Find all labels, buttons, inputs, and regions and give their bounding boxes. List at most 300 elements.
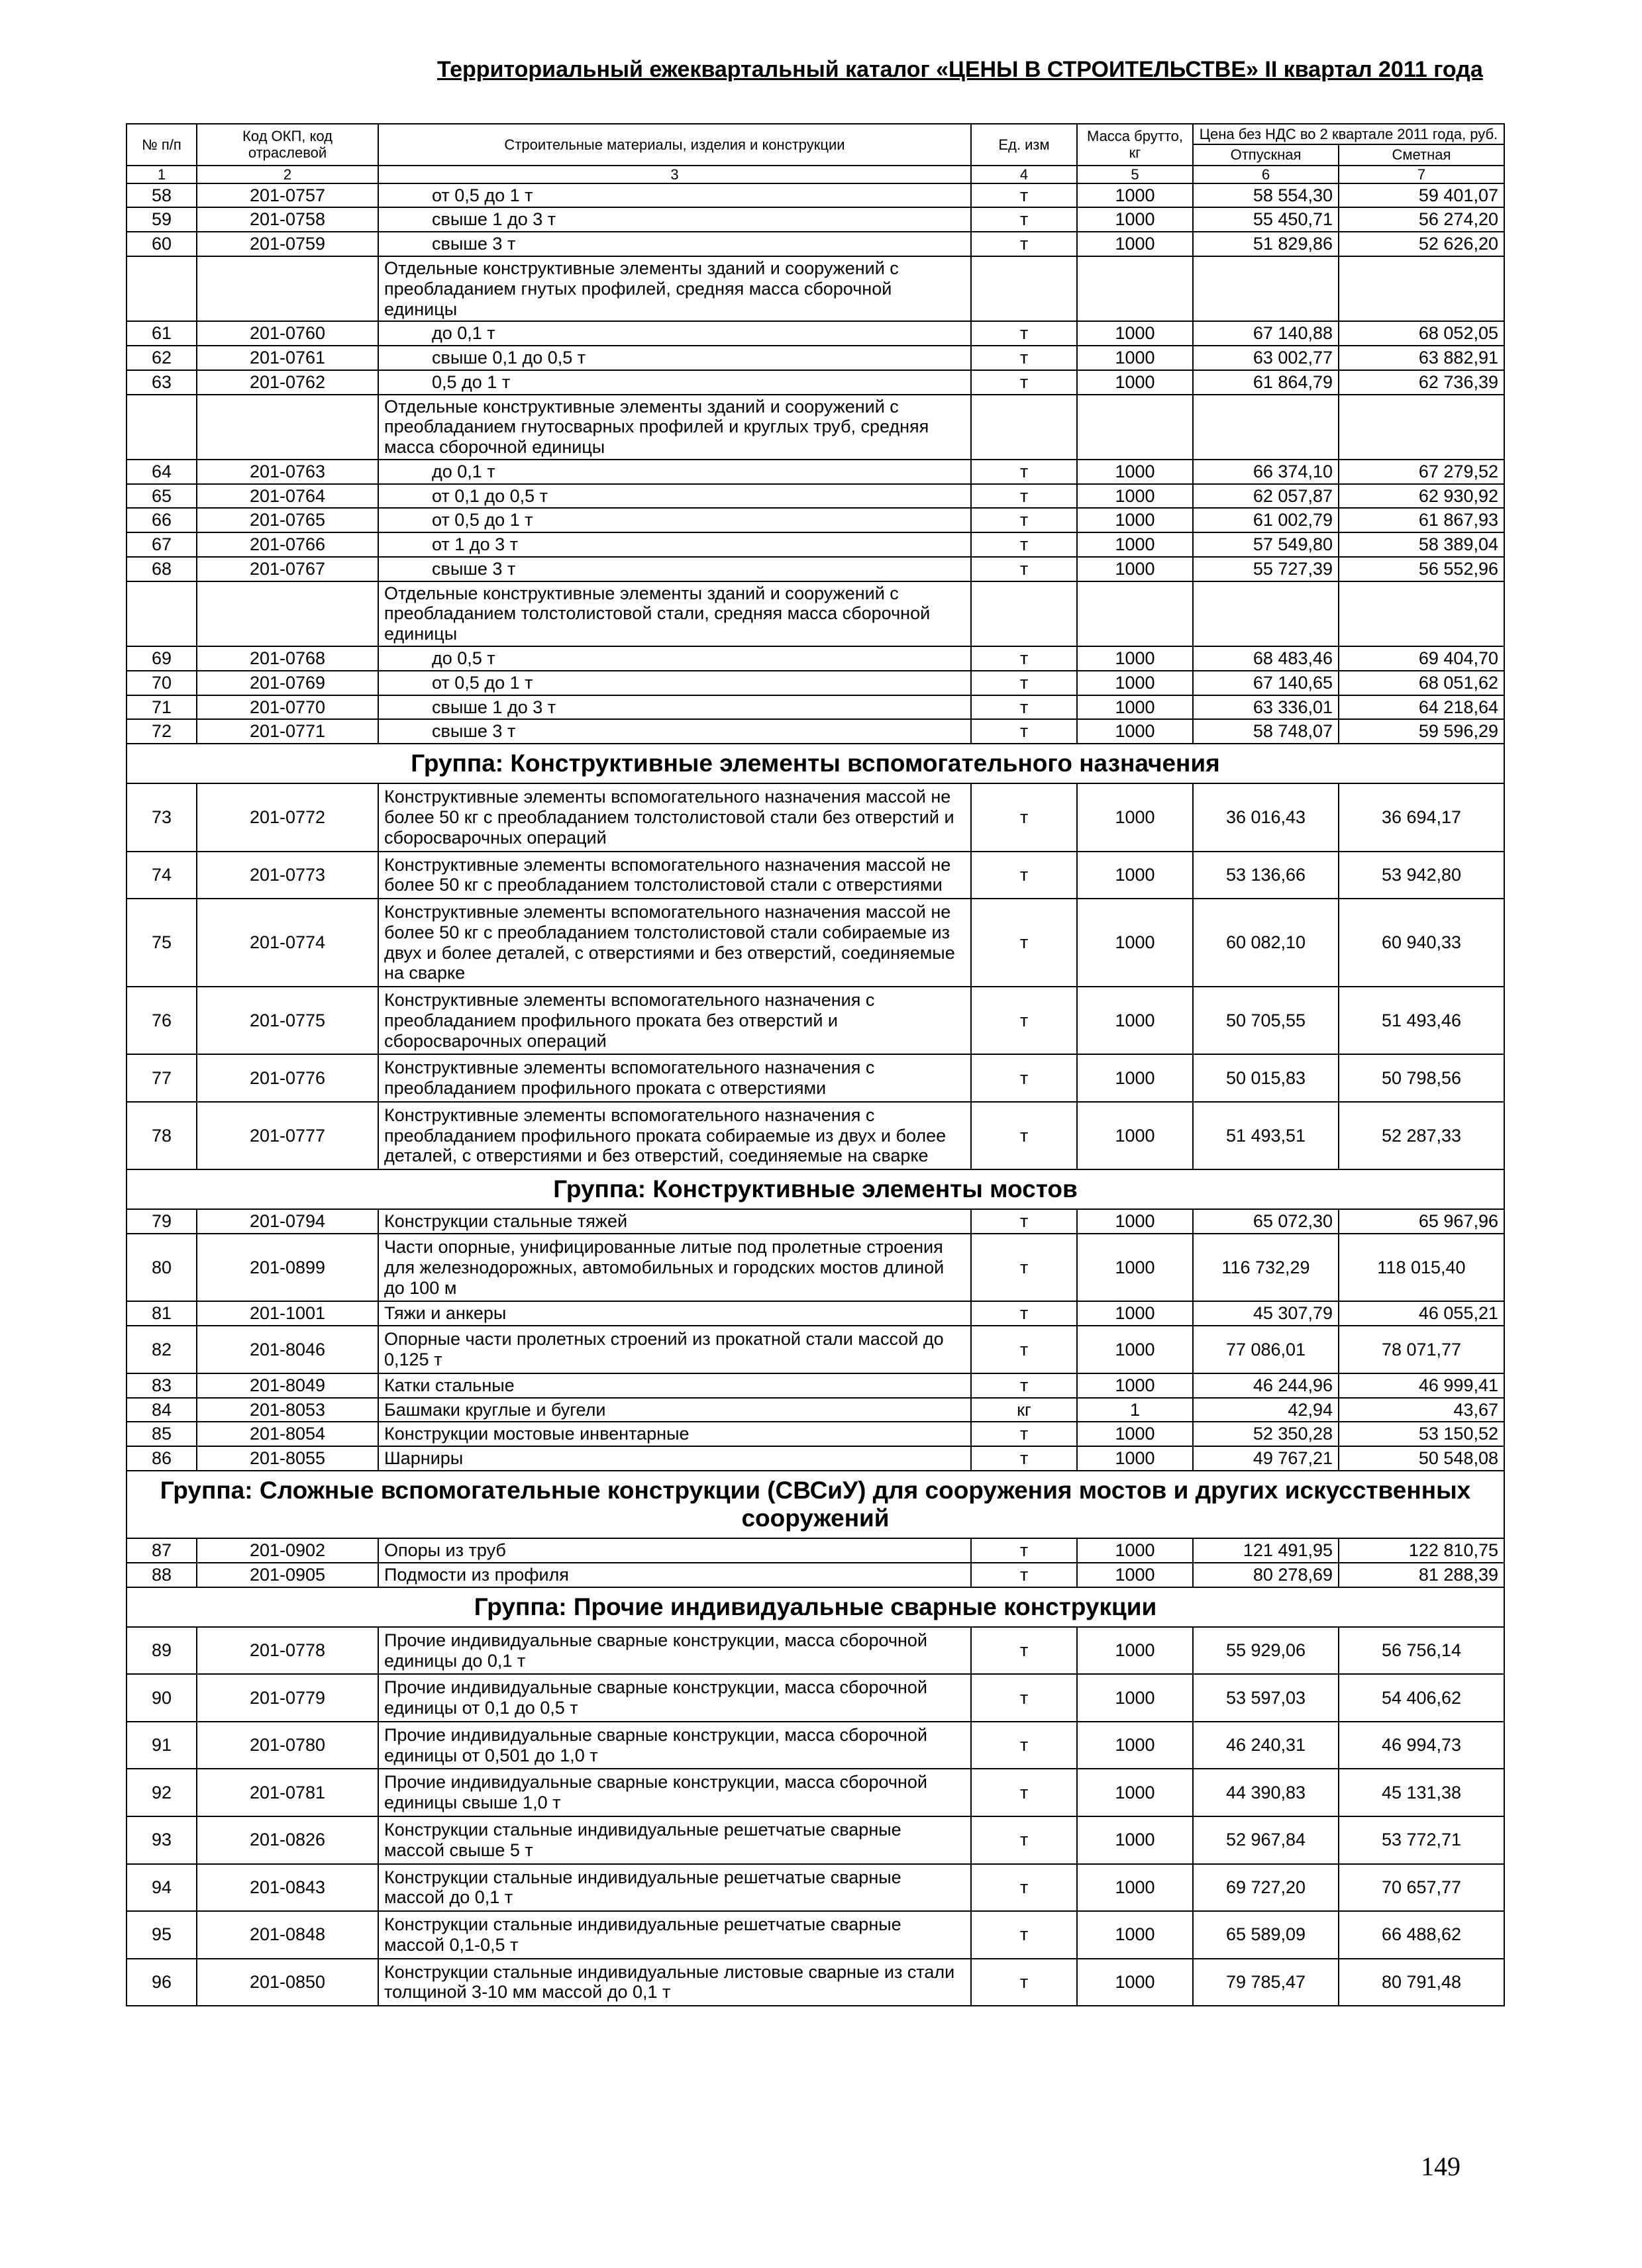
cell-code: 201-0780 [197,1722,378,1769]
cell-unit: т [971,1054,1077,1102]
cell-price-estimate: 46 999,41 [1339,1373,1504,1398]
cell-code: 201-0781 [197,1769,378,1816]
cell-mass: 1000 [1077,1627,1193,1675]
cell-unit: т [971,508,1077,532]
table-row [127,1102,1504,1169]
cell-unit: т [971,1209,1077,1234]
cell-unit: т [971,1234,1077,1301]
cell-price-estimate: 67 279,52 [1339,460,1504,484]
cell-name: до 0,1 т [378,321,971,346]
cell-price-release: 69 727,20 [1193,1864,1339,1912]
cell-code: 201-0843 [197,1864,378,1912]
cell-price-release: 68 483,46 [1193,646,1339,671]
cell-unit: т [971,1816,1077,1864]
cell-name: Конструктивные элементы вспомогательного назначения с преобладанием профильного проката с отверстиями [378,1054,971,1102]
cell-name: свыше 3 т [378,557,971,581]
cell-price-release: 50 705,55 [1193,987,1339,1054]
cell-unit: т [971,1911,1077,1959]
cell-price-estimate: 62 736,39 [1339,370,1504,395]
col-number: 2 [197,166,378,183]
cell-price-release: 55 727,39 [1193,557,1339,581]
cell-price-release: 42,94 [1193,1398,1339,1422]
cell-name: от 0,1 до 0,5 т [378,484,971,509]
cell-mass [1077,256,1193,321]
cell-price-estimate: 63 882,91 [1339,346,1504,370]
cell-unit: т [971,370,1077,395]
cell-unit: т [971,321,1077,346]
cell-code: 201-0769 [197,671,378,695]
cell-unit: т [971,232,1077,256]
col-number: 3 [378,166,971,183]
cell-num: 83 [127,1373,197,1398]
cell-name: Конструктивные элементы вспомогательного назначения массой не более 50 кг с преобладанием толстолистовой стали с отверстиями [378,852,971,899]
cell-price-estimate: 122 810,75 [1339,1538,1504,1563]
table-row [127,783,1504,851]
cell-unit: т [971,783,1077,851]
cell-unit: т [971,1627,1077,1675]
group-heading: Группа: Конструктивные элементы мостов [127,1169,1504,1209]
cell-code: 201-8046 [197,1326,378,1373]
cell-price-estimate: 59 401,07 [1339,183,1504,208]
cell-mass: 1000 [1077,1816,1193,1864]
cell-price-release: 49 767,21 [1193,1446,1339,1471]
subgroup-description: Отдельные конструктивные элементы зданий и сооружений с преобладанием толстолистовой стали, средняя масса сборочной единицы [378,581,971,646]
cell-price-release: 62 057,87 [1193,484,1339,509]
cell-price-estimate: 60 940,33 [1339,899,1504,987]
cell-mass: 1000 [1077,646,1193,671]
col-number: 6 [1193,166,1339,183]
cell-name: Конструкции стальные индивидуальные решетчатые сварные массой 0,1-0,5 т [378,1911,971,1959]
cell-num: 90 [127,1674,197,1722]
cell-unit [971,256,1077,321]
cell-price-estimate: 118 015,40 [1339,1234,1504,1301]
cell-code: 201-0770 [197,695,378,720]
cell-name: до 0,5 т [378,646,971,671]
table-row [127,232,1504,256]
cell-num: 91 [127,1722,197,1769]
group-heading-row [127,1471,1504,1538]
table-row [127,1722,1504,1769]
table-body [127,183,1504,2006]
cell-price-estimate [1339,581,1504,646]
cell-num: 75 [127,899,197,987]
cell-price-estimate: 70 657,77 [1339,1864,1504,1912]
cell-price-estimate: 54 406,62 [1339,1674,1504,1722]
subgroup-row [127,581,1504,646]
cell-name: Катки стальные [378,1373,971,1398]
cell-num: 73 [127,783,197,851]
cell-price-estimate: 58 389,04 [1339,532,1504,557]
table-row [127,1538,1504,1563]
cell-name: Опоры из труб [378,1538,971,1563]
cell-mass: 1000 [1077,1234,1193,1301]
page-title: Территориальный ежеквартальный каталог «ЦЕНЫ В СТРОИТЕЛЬСТВЕ» II квартал 2011 года [437,57,1483,82]
subgroup-row [127,256,1504,321]
cell-code: 201-0767 [197,557,378,581]
cell-mass: 1000 [1077,1674,1193,1722]
cell-price-estimate: 46 055,21 [1339,1301,1504,1326]
cell-price-release: 44 390,83 [1193,1769,1339,1816]
cell-code: 201-0778 [197,1627,378,1675]
cell-price-estimate: 45 131,38 [1339,1769,1504,1816]
cell-code: 201-0850 [197,1959,378,2006]
cell-price-estimate: 53 150,52 [1339,1422,1504,1446]
cell-unit: т [971,484,1077,509]
cell-name: Конструкции мостовые инвентарные [378,1422,971,1446]
header-mass: Масса брутто, кг [1077,124,1193,166]
cell-price-estimate: 61 867,93 [1339,508,1504,532]
table-row [127,1054,1504,1102]
cell-code: 201-0758 [197,207,378,232]
cell-price-release: 53 597,03 [1193,1674,1339,1722]
cell-num: 67 [127,532,197,557]
cell-price-estimate: 59 596,29 [1339,719,1504,744]
cell-mass: 1000 [1077,695,1193,720]
cell-price-release [1193,395,1339,460]
cell-code: 201-0772 [197,783,378,851]
cell-unit: т [971,1674,1077,1722]
cell-mass: 1000 [1077,1054,1193,1102]
cell-name: Прочие индивидуальные сварные конструкции, масса сборочной единицы свыше 1,0 т [378,1769,971,1816]
cell-unit: т [971,183,1077,208]
cell-unit: т [971,1959,1077,2006]
cell-price-release: 63 002,77 [1193,346,1339,370]
cell-price-release: 58 748,07 [1193,719,1339,744]
cell-mass: 1000 [1077,1911,1193,1959]
cell-name: свыше 3 т [378,232,971,256]
cell-code: 201-0774 [197,899,378,987]
cell-mass: 1000 [1077,1373,1193,1398]
cell-num: 93 [127,1816,197,1864]
cell-num: 85 [127,1422,197,1446]
table-row [127,1326,1504,1373]
cell-unit [971,395,1077,460]
page-number: 149 [1421,2151,1461,2181]
cell-name: Конструкции стальные индивидуальные решетчатые сварные массой до 0,1 т [378,1864,971,1912]
group-heading-row [127,1169,1504,1209]
table-row [127,1816,1504,1864]
cell-mass: 1000 [1077,1326,1193,1373]
cell-name: 0,5 до 1 т [378,370,971,395]
cell-unit: т [971,899,1077,987]
table-row [127,1209,1504,1234]
table-row [127,1627,1504,1675]
cell-unit: т [971,346,1077,370]
cell-mass: 1000 [1077,1864,1193,1912]
cell-mass [1077,395,1193,460]
subgroup-description: Отдельные конструктивные элементы зданий и сооружений с преобладанием гнутосварных профилей и круглых труб, средняя масса сборочной единицы [378,395,971,460]
cell-num: 84 [127,1398,197,1422]
col-number: 7 [1339,166,1504,183]
cell-unit: т [971,646,1077,671]
cell-unit: т [971,1769,1077,1816]
cell-num: 89 [127,1627,197,1675]
table-row [127,532,1504,557]
cell-mass: 1000 [1077,532,1193,557]
table-row [127,346,1504,370]
table-row [127,557,1504,581]
group-heading-row [127,1587,1504,1627]
cell-price-release: 52 967,84 [1193,1816,1339,1864]
cell-unit: т [971,1864,1077,1912]
cell-code: 201-8054 [197,1422,378,1446]
cell-code [197,581,378,646]
cell-price-release: 61 002,79 [1193,508,1339,532]
table-header [127,124,1504,183]
cell-name: от 0,5 до 1 т [378,671,971,695]
cell-price-release: 45 307,79 [1193,1301,1339,1326]
cell-price-estimate: 78 071,77 [1339,1326,1504,1373]
cell-num [127,395,197,460]
cell-num: 61 [127,321,197,346]
table-row [127,646,1504,671]
cell-code: 201-0776 [197,1054,378,1102]
cell-price-release: 63 336,01 [1193,695,1339,720]
cell-unit: т [971,207,1077,232]
cell-price-release: 46 240,31 [1193,1722,1339,1769]
table-row [127,1301,1504,1326]
cell-price-estimate: 62 930,92 [1339,484,1504,509]
header-price-group: Цена без НДС во 2 квартале 2011 года, руб. [1193,124,1504,144]
cell-unit: т [971,460,1077,484]
cell-price-release [1193,581,1339,646]
cell-mass: 1000 [1077,1422,1193,1446]
cell-num: 59 [127,207,197,232]
cell-name: от 0,5 до 1 т [378,508,971,532]
cell-num: 69 [127,646,197,671]
cell-name: Конструкции стальные индивидуальные листовые сварные из стали толщиной 3-10 мм массой до 0,1 т [378,1959,971,2006]
cell-unit [971,581,1077,646]
table-row [127,370,1504,395]
cell-code: 201-0757 [197,183,378,208]
cell-price-release: 51 493,51 [1193,1102,1339,1169]
cell-name: Шарниры [378,1446,971,1471]
table-row [127,899,1504,987]
cell-price-estimate: 52 626,20 [1339,232,1504,256]
cell-num: 95 [127,1911,197,1959]
table-row [127,460,1504,484]
cell-num: 86 [127,1446,197,1471]
cell-unit: т [971,671,1077,695]
cell-mass: 1000 [1077,557,1193,581]
cell-mass: 1000 [1077,899,1193,987]
cell-code: 201-0762 [197,370,378,395]
cell-code: 201-0765 [197,508,378,532]
header-name: Строительные материалы, изделия и конструкции [378,124,971,166]
cell-mass: 1 [1077,1398,1193,1422]
cell-name: от 0,5 до 1 т [378,183,971,208]
cell-mass: 1000 [1077,370,1193,395]
cell-mass: 1000 [1077,1563,1193,1587]
cell-price-release: 65 589,09 [1193,1911,1339,1959]
cell-price-release: 116 732,29 [1193,1234,1339,1301]
cell-price-release: 60 082,10 [1193,899,1339,987]
table-row [127,1769,1504,1816]
table-row [127,207,1504,232]
table-row [127,695,1504,720]
subgroup-row [127,395,1504,460]
cell-mass: 1000 [1077,1769,1193,1816]
cell-code: 201-0761 [197,346,378,370]
cell-name: Подмости из профиля [378,1563,971,1587]
cell-code: 201-0902 [197,1538,378,1563]
header-num: № п/п [127,124,197,166]
col-number: 4 [971,166,1077,183]
cell-mass: 1000 [1077,987,1193,1054]
cell-unit: т [971,1102,1077,1169]
cell-name: свыше 1 до 3 т [378,207,971,232]
cell-price-release: 57 549,80 [1193,532,1339,557]
cell-name: Части опорные, унифицированные литые под пролетные строения для железнодорожных, автомобильных и городских мостов длиной до 100 м [378,1234,971,1301]
cell-price-release: 121 491,95 [1193,1538,1339,1563]
cell-price-estimate: 65 967,96 [1339,1209,1504,1234]
group-heading: Группа: Конструктивные элементы вспомогательного назначения [127,744,1504,783]
cell-price-estimate: 52 287,33 [1339,1102,1504,1169]
cell-code: 201-0760 [197,321,378,346]
cell-num: 70 [127,671,197,695]
cell-price-release: 52 350,28 [1193,1422,1339,1446]
cell-mass: 1000 [1077,484,1193,509]
cell-mass: 1000 [1077,1102,1193,1169]
cell-mass: 1000 [1077,207,1193,232]
cell-code: 201-0899 [197,1234,378,1301]
cell-price-estimate: 56 274,20 [1339,207,1504,232]
cell-num: 87 [127,1538,197,1563]
cell-price-estimate: 68 052,05 [1339,321,1504,346]
cell-num: 64 [127,460,197,484]
cell-unit: т [971,987,1077,1054]
cell-unit: т [971,1722,1077,1769]
table-row [127,719,1504,744]
cell-unit: т [971,1301,1077,1326]
cell-unit: т [971,532,1077,557]
cell-name: Прочие индивидуальные сварные конструкции, масса сборочной единицы от 0,1 до 0,5 т [378,1674,971,1722]
cell-mass: 1000 [1077,1722,1193,1769]
cell-unit: т [971,852,1077,899]
cell-code: 201-0848 [197,1911,378,1959]
cell-price-release: 55 929,06 [1193,1627,1339,1675]
col-number: 5 [1077,166,1193,183]
cell-code: 201-1001 [197,1301,378,1326]
cell-price-estimate: 56 756,14 [1339,1627,1504,1675]
cell-price-release: 61 864,79 [1193,370,1339,395]
table-row [127,1959,1504,2006]
cell-name: Башмаки круглые и бугели [378,1398,971,1422]
cell-num: 79 [127,1209,197,1234]
cell-unit: т [971,719,1077,744]
cell-name: Тяжи и анкеры [378,1301,971,1326]
cell-code: 201-0759 [197,232,378,256]
cell-price-estimate: 64 218,64 [1339,695,1504,720]
cell-num: 76 [127,987,197,1054]
cell-code: 201-0777 [197,1102,378,1169]
table-row [127,508,1504,532]
subgroup-description: Отдельные конструктивные элементы зданий и сооружений с преобладанием гнутых профилей, средняя масса сборочной единицы [378,256,971,321]
cell-unit: т [971,1446,1077,1471]
cell-code: 201-0768 [197,646,378,671]
cell-price-release: 46 244,96 [1193,1373,1339,1398]
cell-code: 201-0771 [197,719,378,744]
cell-price-release: 53 136,66 [1193,852,1339,899]
cell-num: 77 [127,1054,197,1102]
cell-num: 81 [127,1301,197,1326]
header-unit: Ед. изм [971,124,1077,166]
price-table [126,123,1505,2006]
cell-code: 201-0826 [197,1816,378,1864]
cell-code: 201-8055 [197,1446,378,1471]
header-price-estimate: Сметная [1339,144,1504,165]
cell-unit: т [971,695,1077,720]
cell-price-estimate: 68 051,62 [1339,671,1504,695]
cell-price-release: 55 450,71 [1193,207,1339,232]
cell-name: Опорные части пролетных строений из прокатной стали массой до 0,125 т [378,1326,971,1373]
cell-num: 71 [127,695,197,720]
cell-mass [1077,581,1193,646]
cell-num: 80 [127,1234,197,1301]
cell-price-release: 79 785,47 [1193,1959,1339,2006]
cell-price-estimate [1339,256,1504,321]
cell-price-estimate: 50 798,56 [1339,1054,1504,1102]
group-heading: Группа: Сложные вспомогательные конструкции (СВСиУ) для сооружения мостов и других искусственных сооружений [127,1471,1504,1538]
cell-price-release: 77 086,01 [1193,1326,1339,1373]
cell-price-estimate: 43,67 [1339,1398,1504,1422]
table-row [127,1373,1504,1398]
cell-mass: 1000 [1077,460,1193,484]
cell-name: Конструкции стальные тяжей [378,1209,971,1234]
cell-num [127,581,197,646]
cell-price-estimate: 51 493,46 [1339,987,1504,1054]
group-heading: Группа: Прочие индивидуальные сварные конструкции [127,1587,1504,1627]
table-row [127,321,1504,346]
cell-mass: 1000 [1077,1538,1193,1563]
cell-mass: 1000 [1077,346,1193,370]
cell-unit: т [971,1538,1077,1563]
cell-price-estimate: 53 942,80 [1339,852,1504,899]
cell-code: 201-0763 [197,460,378,484]
cell-num: 66 [127,508,197,532]
cell-price-release: 50 015,83 [1193,1054,1339,1102]
cell-mass: 1000 [1077,183,1193,208]
cell-name: свыше 3 т [378,719,971,744]
cell-mass: 1000 [1077,852,1193,899]
cell-price-release: 66 374,10 [1193,460,1339,484]
cell-mass: 1000 [1077,232,1193,256]
cell-price-estimate: 80 791,48 [1339,1959,1504,2006]
cell-num: 63 [127,370,197,395]
cell-code [197,395,378,460]
cell-num [127,256,197,321]
cell-code: 201-8049 [197,1373,378,1398]
table-row [127,987,1504,1054]
cell-name: свыше 1 до 3 т [378,695,971,720]
cell-num: 92 [127,1769,197,1816]
cell-name: Конструктивные элементы вспомогательного назначения с преобладанием профильного проката собираемые из двух и более деталей, с отверстиями и без отверстий, соединяемые на сварке [378,1102,971,1169]
table-row [127,1422,1504,1446]
cell-unit: т [971,1326,1077,1373]
cell-mass: 1000 [1077,508,1193,532]
header-price-release: Отпускная [1193,144,1339,165]
table-row [127,1446,1504,1471]
cell-num: 68 [127,557,197,581]
table-row [127,484,1504,509]
cell-num: 88 [127,1563,197,1587]
cell-price-release: 67 140,88 [1193,321,1339,346]
cell-code: 201-8053 [197,1398,378,1422]
cell-price-release [1193,256,1339,321]
cell-mass: 1000 [1077,671,1193,695]
cell-name: от 1 до 3 т [378,532,971,557]
cell-num: 58 [127,183,197,208]
